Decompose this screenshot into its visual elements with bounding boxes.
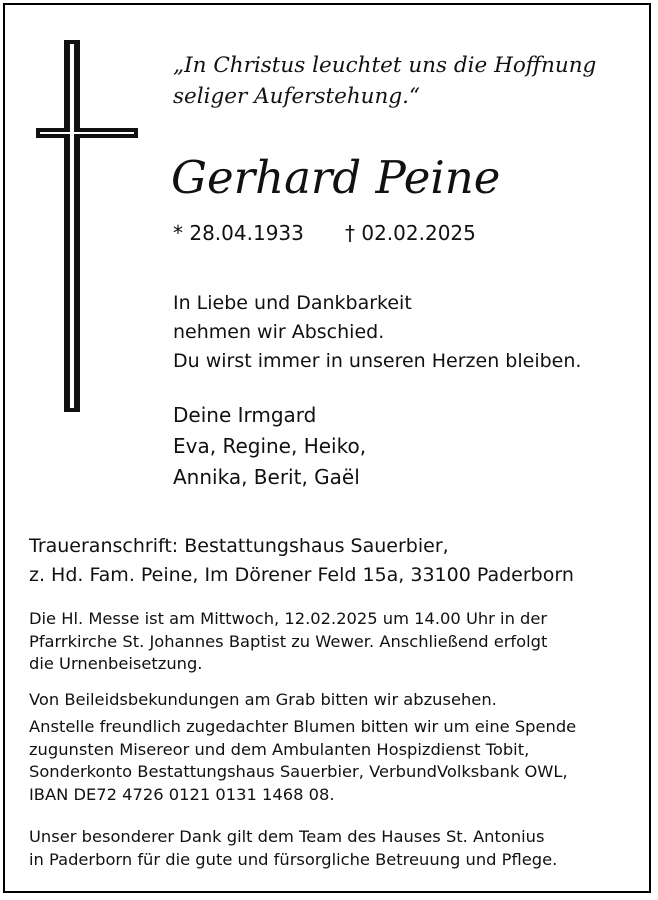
address-line: z. Hd. Fam. Peine, Im Dörener Feld 15a, 33100 Paderborn — [29, 564, 574, 586]
donation-paragraph — [29, 716, 576, 806]
donation-line: zugunsten Misereor und dem Ambulanten Hospizdienst Tobit, — [29, 739, 530, 759]
family-signature — [173, 400, 366, 493]
thanks-paragraph — [29, 826, 557, 871]
cross-icon — [36, 40, 138, 412]
birth-date: * 28.04.1933 — [173, 221, 304, 245]
farewell-line: In Liebe und Dankbarkeit — [173, 292, 412, 314]
service-line: Pfarrkirche St. Johannes Baptist zu Wewer. Anschließend erfolgt — [29, 631, 548, 651]
donation-line: Anstelle freundlich zugedachter Blumen bitten wir um eine Spende — [29, 717, 577, 736]
condolence-paragraph — [29, 689, 497, 712]
bible-quote — [173, 50, 633, 112]
donation-line: IBAN DE72 4726 0121 0131 1468 08. — [29, 784, 335, 804]
condolence-line: Von Beileidsbekundungen am Grab bitten wir abzusehen. — [29, 690, 497, 709]
service-line: die Urnenbeisetzung. — [29, 654, 203, 673]
farewell-text — [173, 289, 581, 376]
thanks-line: in Paderborn für die gute und fürsorgliche Betreuung und Pflege. — [29, 849, 558, 869]
farewell-line: nehmen wir Abschied. — [173, 321, 385, 343]
life-dates — [173, 218, 476, 248]
quote-line: seliger Auferstehung.“ — [173, 84, 420, 109]
family-line: Eva, Regine, Heiko, — [173, 434, 367, 458]
donation-line: Sonderkonto Bestattungshaus Sauerbier, VerbundVolksbank OWL, — [29, 762, 568, 781]
deceased-name: Gerhard Peine — [171, 151, 501, 204]
service-paragraph — [29, 608, 547, 676]
family-line: Deine Irmgard — [173, 403, 317, 427]
service-line: Die Hl. Messe ist am Mittwoch, 12.02.2025 um 14.00 Uhr in der — [29, 609, 548, 628]
farewell-line: Du wirst immer in unseren Herzen bleiben. — [173, 350, 582, 372]
mourning-address — [29, 532, 574, 590]
quote-line: „In Christus leuchtet uns die Hoffnung — [173, 53, 597, 78]
thanks-line: Unser besonderer Dank gilt dem Team des Hauses St. Antonius — [29, 827, 545, 846]
address-line: Traueranschrift: Bestattungshaus Sauerbier, — [29, 535, 449, 557]
death-date: † 02.02.2025 — [345, 221, 476, 245]
family-line: Annika, Berit, Gaël — [173, 465, 360, 489]
